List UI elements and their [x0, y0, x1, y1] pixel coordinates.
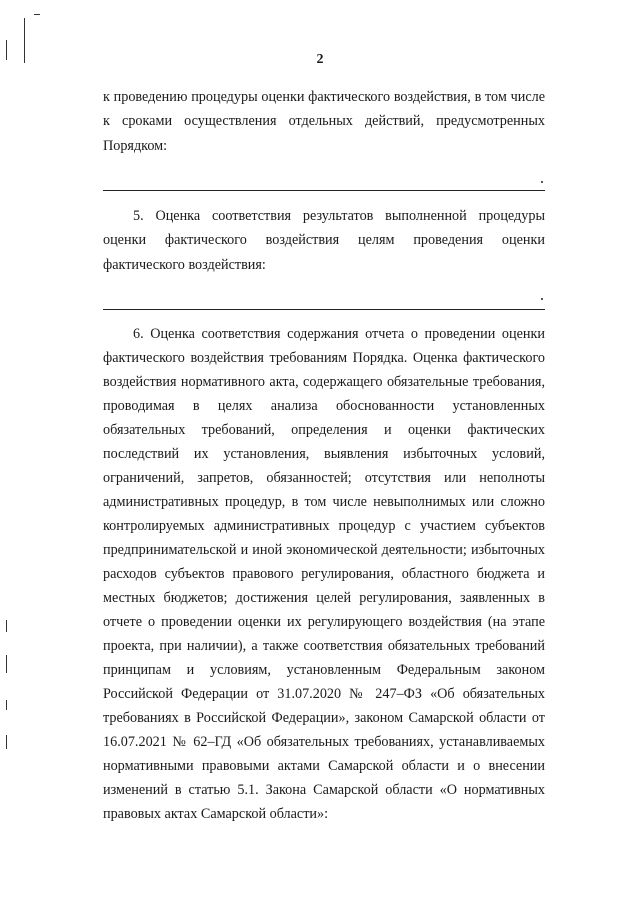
paragraph-line: к проведению процедуры оценки фактического воздействия, в том числе: [103, 89, 545, 105]
paragraph-line: проводимая в целях анализа обоснованности установленных: [103, 398, 545, 414]
paragraph-line: правовых актах Самарской области»:: [103, 806, 329, 822]
paragraph-line: местных бюджетов; достижения целей регулирования, заявленных в: [103, 590, 545, 606]
paragraph-line: воздействия нормативного акта, содержащего обязательные требования,: [103, 374, 545, 390]
paragraph-line: обязательных требований, определения и оценки фактических: [103, 422, 545, 438]
paragraph-line: Российской Федерации от 31.07.2020 № 247–ФЗ «Об обязательных: [103, 686, 545, 702]
scan-margin-mark: [6, 655, 7, 673]
paragraph-line: к сроками осуществления отдельных действий, предусмотренных: [103, 113, 545, 129]
paragraph-line: расходов субъектов правового регулирования, областного бюджета и: [103, 566, 545, 582]
paragraph-line: принципам и условиям, установленным Федеральным законом: [103, 662, 545, 678]
paragraph-line: Порядком:: [103, 138, 168, 154]
section-6-heading: 6. Оценка соответствия содержания отчета о проведении оценки: [133, 326, 545, 342]
answer-line: [103, 309, 545, 310]
paragraph-line: 16.07.2021 № 62–ГД «Об обязательных требованиях, устанавливаемых: [103, 734, 545, 750]
scan-margin-mark: [6, 620, 7, 632]
paragraph-line: требованиях в Российской Федерации», законом Самарской области от: [103, 710, 545, 726]
paragraph-line: изменений в статью 5.1. Закона Самарской области «О нормативных: [103, 782, 545, 798]
page-number: 2: [316, 52, 324, 67]
paragraph-line: ограничений, запретов, обязанностей; отсутствия или неполноты: [103, 470, 545, 486]
paragraph-line: предпринимательской и иной экономической деятельности; избыточных: [103, 542, 545, 558]
section-5-heading: 5. Оценка соответствия результатов выполненной процедуры: [133, 208, 545, 224]
scan-margin-mark: [6, 700, 7, 710]
answer-line-dot: [541, 181, 543, 183]
paragraph-line: контролируемых административных процедур с участием субъектов: [103, 518, 545, 534]
paragraph-line: фактического воздействия требованиям Порядка. Оценка фактического: [103, 350, 545, 366]
paragraph-line: последствий их установления, выявления избыточных условий,: [103, 446, 545, 462]
paragraph-line: оценки фактического воздействия целям проведения оценки: [103, 232, 545, 248]
paragraph-line: фактического воздействия:: [103, 257, 266, 273]
answer-line-dot: [541, 298, 543, 300]
answer-line: [103, 190, 545, 191]
paragraph-line: проекта, при наличии), а также соответствия обязательных требований: [103, 638, 545, 654]
paragraph-line: административных процедур, в том числе невыполнимых или сложно: [103, 494, 545, 510]
paragraph-line: отчете о проведении оценки их регулирующего воздействия (на этапе: [103, 614, 545, 630]
scan-margin-mark: [34, 14, 40, 15]
scan-margin-mark: [6, 735, 7, 749]
paragraph-line: нормативными правовыми актами Самарской области и о внесении: [103, 758, 545, 774]
